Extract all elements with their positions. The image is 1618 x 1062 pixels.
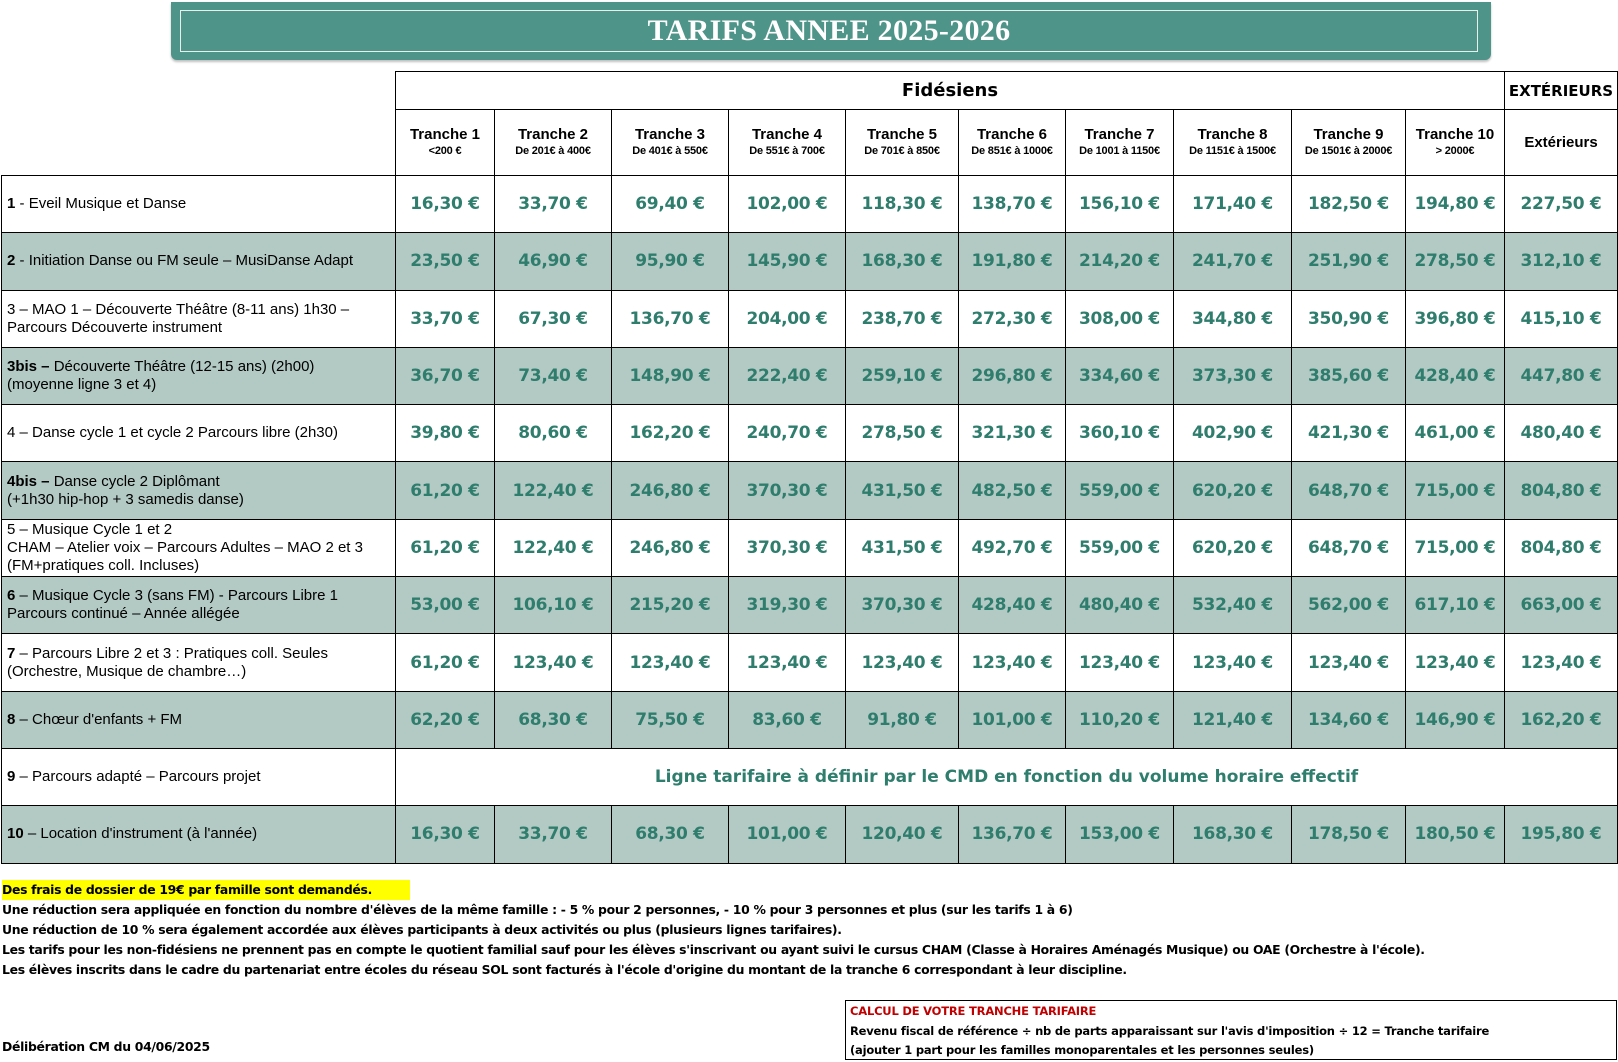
price-cell: 559,00 €	[1066, 519, 1174, 576]
price-cell: 16,30 €	[396, 176, 495, 233]
tranche-range: De 1501€ à 2000€	[1304, 144, 1393, 157]
price-cell: 238,70 €	[846, 290, 959, 347]
price-cell: 69,40 €	[612, 176, 729, 233]
price-cell: 431,50 €	[846, 519, 959, 576]
tranche-range: De 851€ à 1000€	[971, 144, 1053, 157]
row-number: 2	[7, 252, 16, 270]
price-cell: 246,80 €	[612, 519, 729, 576]
page-title: TARIFS ANNEE 2025-2026	[647, 14, 1011, 47]
table-row-9	[2, 748, 1618, 805]
price-cell: 136,70 €	[959, 806, 1066, 863]
price-cell: 134,60 €	[1292, 691, 1406, 748]
price-cell: 373,30 €	[1174, 347, 1292, 404]
price-cell: 251,90 €	[1292, 233, 1406, 290]
price-cell: 648,70 €	[1292, 462, 1406, 519]
price-cell: 227,50 €	[1505, 176, 1618, 233]
table-row	[2, 519, 1618, 576]
row-separator: -	[15, 195, 29, 213]
price-cell: 182,50 €	[1292, 176, 1406, 233]
price-cell: 148,90 €	[612, 347, 729, 404]
price-cell: 620,20 €	[1174, 519, 1292, 576]
row-label	[2, 347, 396, 404]
tranche-name: Tranche 6	[976, 125, 1048, 143]
tranche-name: Tranche 4	[751, 125, 823, 143]
calcul-tranche-box	[845, 1000, 1617, 1060]
price-cell: 350,90 €	[1292, 290, 1406, 347]
row-number: 8	[7, 710, 16, 728]
price-cell: 123,40 €	[612, 634, 729, 691]
row-separator: -	[15, 252, 29, 270]
tranche-range: De 551€ à 700€	[749, 144, 825, 157]
tranche-range: De 701€ à 850€	[864, 144, 940, 157]
price-cell: 53,00 €	[396, 577, 495, 634]
price-cell: 162,20 €	[612, 405, 729, 462]
price-cell: 138,70 €	[959, 176, 1066, 233]
price-cell: 168,30 €	[1174, 806, 1292, 863]
row-label-text: Découverte Théâtre (12-15 ans) (2h00)	[53, 358, 315, 376]
tranche-name: Tranche 7	[1084, 125, 1155, 143]
price-cell: 344,80 €	[1174, 290, 1292, 347]
row-label-text: Initiation Danse ou FM seule – MusiDanse Adapt	[28, 252, 354, 270]
tranche-header	[1066, 110, 1174, 176]
price-cell: 110,20 €	[1066, 691, 1174, 748]
price-cell: 123,40 €	[959, 634, 1066, 691]
price-cell: 62,20 €	[396, 691, 495, 748]
tranche-range: > 2000€	[1435, 144, 1475, 157]
price-cell: 95,90 €	[612, 233, 729, 290]
price-cell: 194,80 €	[1406, 176, 1505, 233]
tranche-header	[846, 110, 959, 176]
price-cell: 620,20 €	[1174, 462, 1292, 519]
price-cell: 123,40 €	[846, 634, 959, 691]
row-label-text: (Orchestre, Musique de chambre…)	[7, 662, 247, 680]
price-cell: 385,60 €	[1292, 347, 1406, 404]
price-cell: 33,70 €	[495, 806, 612, 863]
row-label	[2, 233, 396, 290]
price-cell: 370,30 €	[729, 462, 846, 519]
tranche-header	[1174, 110, 1292, 176]
note-line: Une réduction de 10 % sera également accordée aux élèves participants à deux activités ou plus (plusieurs lignes tarifaires).	[2, 922, 842, 937]
row-label-text: 5 – Musique Cycle 1 et 2	[7, 520, 173, 538]
price-cell: 492,70 €	[959, 519, 1066, 576]
price-cell: 91,80 €	[846, 691, 959, 748]
price-cell: 360,10 €	[1066, 405, 1174, 462]
price-cell: 482,50 €	[959, 462, 1066, 519]
row-label-text: 3 – MAO 1 – Découverte Théâtre (8-11 ans) 1h30 –	[7, 300, 350, 318]
price-cell: 61,20 €	[396, 462, 495, 519]
table-row	[2, 634, 1618, 691]
row-label-text: (moyenne ligne 3 et 4)	[7, 376, 157, 394]
row-label-text: 4 – Danse cycle 1 et cycle 2 Parcours libre (2h30)	[7, 424, 338, 442]
exterieurs-header	[1505, 110, 1618, 176]
price-cell: 168,30 €	[846, 233, 959, 290]
tranche-range: De 401€ à 550€	[632, 144, 708, 157]
price-cell: 123,40 €	[1406, 634, 1505, 691]
price-cell: 33,70 €	[396, 290, 495, 347]
row-separator: –	[15, 768, 33, 786]
price-cell: 204,00 €	[729, 290, 846, 347]
price-cell: 370,30 €	[846, 577, 959, 634]
price-cell: 178,50 €	[1292, 806, 1406, 863]
price-cell: 559,00 €	[1066, 462, 1174, 519]
header-exterieurs-group: EXTÉRIEURS	[1505, 72, 1618, 110]
price-cell: 171,40 €	[1174, 176, 1292, 233]
price-cell: 33,70 €	[495, 176, 612, 233]
tranche-name: Tranche 1	[409, 125, 481, 143]
price-cell: 145,90 €	[729, 233, 846, 290]
price-cell: 101,00 €	[959, 691, 1066, 748]
row-label	[2, 806, 396, 863]
price-cell: 215,20 €	[612, 577, 729, 634]
price-cell: 648,70 €	[1292, 519, 1406, 576]
price-cell: 180,50 €	[1406, 806, 1505, 863]
price-cell: 804,80 €	[1505, 519, 1618, 576]
price-cell: 83,60 €	[729, 691, 846, 748]
header-blank-cell	[2, 72, 396, 176]
tranche-name: Tranche 10	[1415, 125, 1495, 143]
tranche-name: Tranche 9	[1313, 125, 1384, 143]
row-number: 6	[7, 587, 16, 605]
tranche-header	[959, 110, 1066, 176]
row-number: 3bis –	[7, 358, 50, 376]
table-row	[2, 233, 1618, 290]
price-cell: 46,90 €	[495, 233, 612, 290]
price-cell: 73,40 €	[495, 347, 612, 404]
price-cell: 272,30 €	[959, 290, 1066, 347]
row-label	[2, 290, 396, 347]
price-cell: 101,00 €	[729, 806, 846, 863]
table-row	[2, 462, 1618, 519]
price-cell: 123,40 €	[1292, 634, 1406, 691]
row-label	[2, 176, 396, 233]
price-cell: 431,50 €	[846, 462, 959, 519]
row-label-text: Chœur d'enfants + FM	[32, 710, 183, 728]
tranche-header	[396, 110, 495, 176]
price-cell: 321,30 €	[959, 405, 1066, 462]
tranche-header	[612, 110, 729, 176]
tarif-table	[1, 71, 1618, 864]
tranche-name: Tranche 8	[1197, 125, 1268, 143]
price-cell: 146,90 €	[1406, 691, 1505, 748]
price-cell: 370,30 €	[729, 519, 846, 576]
row-label	[2, 577, 396, 634]
tranche-range: <200 €	[428, 144, 462, 157]
price-cell: 123,40 €	[1174, 634, 1292, 691]
row-separator: –	[23, 825, 41, 843]
price-cell: 80,60 €	[495, 405, 612, 462]
row-label-text: Parcours continué – Année allégée	[7, 605, 240, 623]
note-line: Les élèves inscrits dans le cadre du partenariat entre écoles du réseau SOL sont facturés à l'école d'origine du montant de la tranche 6 correspondant à leur discipline.	[2, 962, 1127, 977]
row-separator: –	[15, 644, 33, 662]
price-cell: 118,30 €	[846, 176, 959, 233]
price-cell: 123,40 €	[729, 634, 846, 691]
price-cell: 259,10 €	[846, 347, 959, 404]
row-label	[2, 634, 396, 691]
price-cell: 162,20 €	[1505, 691, 1618, 748]
row-separator: –	[15, 710, 33, 728]
price-cell: 715,00 €	[1406, 462, 1505, 519]
tranche-header	[495, 110, 612, 176]
row-separator: –	[15, 587, 33, 605]
price-cell: 39,80 €	[396, 405, 495, 462]
tranche-name: Tranche 5	[866, 125, 938, 143]
tranche-header	[1406, 110, 1505, 176]
row-label-text: Location d'instrument (à l'année)	[40, 825, 258, 843]
price-cell: 308,00 €	[1066, 290, 1174, 347]
price-cell: 240,70 €	[729, 405, 846, 462]
price-cell: 421,30 €	[1292, 405, 1406, 462]
price-cell: 278,50 €	[1406, 233, 1505, 290]
price-cell: 68,30 €	[495, 691, 612, 748]
row-label-text: Danse cycle 2 Diplômant	[53, 472, 220, 490]
price-cell: 214,20 €	[1066, 233, 1174, 290]
price-cell: 461,00 €	[1406, 405, 1505, 462]
price-cell: 334,60 €	[1066, 347, 1174, 404]
price-cell: 123,40 €	[1505, 634, 1618, 691]
price-cell: 68,30 €	[612, 806, 729, 863]
price-cell: 23,50 €	[396, 233, 495, 290]
row-number: 7	[7, 644, 16, 662]
price-cell: 447,80 €	[1505, 347, 1618, 404]
price-cell: 804,80 €	[1505, 462, 1618, 519]
exterieurs-label: Extérieurs	[1524, 133, 1598, 151]
table-row-10	[2, 806, 1618, 863]
price-cell: 61,20 €	[396, 519, 495, 576]
row-number: 10	[7, 825, 24, 843]
price-cell: 617,10 €	[1406, 577, 1505, 634]
price-cell: 246,80 €	[612, 462, 729, 519]
deliberation-date: Délibération CM du 04/06/2025	[2, 1039, 210, 1054]
tranche-range: De 1001 à 1150€	[1079, 144, 1160, 157]
price-cell: 123,40 €	[495, 634, 612, 691]
note-line: Les tarifs pour les non-fidésiens ne prennent pas en compte le quotient familial sauf pour les élèves s'inscrivant ou ayant suivi le cursus CHAM (Classe à Horaires Aménagés Musique) ou OAE (Orchestre à l'école).	[2, 942, 1425, 957]
price-cell: 122,40 €	[495, 519, 612, 576]
table-row	[2, 176, 1618, 233]
row-label-text: (FM+pratiques coll. Incluses)	[7, 556, 200, 574]
row-number: 9	[7, 768, 16, 786]
price-cell: 122,40 €	[495, 462, 612, 519]
row-label	[2, 691, 396, 748]
row-label-text: Parcours Découverte instrument	[7, 318, 223, 336]
table-row	[2, 691, 1618, 748]
price-cell: 120,40 €	[846, 806, 959, 863]
notes-section	[2, 880, 1502, 980]
table-row	[2, 290, 1618, 347]
price-cell: 715,00 €	[1406, 519, 1505, 576]
frais-dossier-note: Des frais de dossier de 19€ par famille sont demandés.	[2, 880, 410, 900]
price-cell: 61,20 €	[396, 634, 495, 691]
price-cell: 415,10 €	[1505, 290, 1618, 347]
price-cell: 156,10 €	[1066, 176, 1174, 233]
price-cell: 663,00 €	[1505, 577, 1618, 634]
price-cell: 191,80 €	[959, 233, 1066, 290]
row-label-text: Parcours adapté – Parcours projet	[32, 768, 261, 786]
price-cell: 428,40 €	[959, 577, 1066, 634]
price-cell: 16,30 €	[396, 806, 495, 863]
row-label	[2, 519, 396, 576]
price-cell: 278,50 €	[846, 405, 959, 462]
price-cell: 195,80 €	[1505, 806, 1618, 863]
tranche-range: De 1151€ à 1500€	[1189, 144, 1276, 157]
row-label-text: Eveil Musique et Danse	[28, 195, 187, 213]
row-label-text: CHAM – Atelier voix – Parcours Adultes – MAO 2 et 3	[7, 538, 363, 556]
header-group-row	[2, 72, 1618, 110]
tranche-name: Tranche 3	[634, 125, 706, 143]
price-cell: 36,70 €	[396, 347, 495, 404]
table-row	[2, 347, 1618, 404]
tranche-header	[729, 110, 846, 176]
price-cell: 153,00 €	[1066, 806, 1174, 863]
price-cell: 562,00 €	[1292, 577, 1406, 634]
row-label-text: Parcours Libre 2 et 3 : Pratiques coll. Seules	[32, 644, 329, 662]
row-number: 1	[7, 195, 16, 213]
calcul-title: CALCUL DE VOTRE TRANCHE TARIFAIRE	[850, 1004, 1097, 1018]
price-cell: 222,40 €	[729, 347, 846, 404]
price-cell: 312,10 €	[1505, 233, 1618, 290]
title-frame	[180, 10, 1478, 52]
calcul-formula: Revenu fiscal de référence ÷ nb de parts apparaissant sur l'avis d'imposition ÷ 12 = Tranche tarifaire	[850, 1023, 1490, 1038]
price-cell: 102,00 €	[729, 176, 846, 233]
price-cell: 123,40 €	[1066, 634, 1174, 691]
price-cell: 121,40 €	[1174, 691, 1292, 748]
row-label	[2, 405, 396, 462]
row-label-text: Musique Cycle 3 (sans FM) - Parcours Libre 1	[32, 587, 338, 605]
price-cell: 480,40 €	[1066, 577, 1174, 634]
header-fidesiens: Fidésiens	[396, 72, 1505, 110]
row9-tarif-note: Ligne tarifaire à définir par le CMD en fonction du volume horaire effectif	[396, 748, 1618, 805]
price-cell: 480,40 €	[1505, 405, 1618, 462]
row-label	[2, 462, 396, 519]
row-label-text: (+1h30 hip-hop + 3 samedis danse)	[7, 490, 244, 508]
price-cell: 396,80 €	[1406, 290, 1505, 347]
tranche-range: De 201€ à 400€	[515, 144, 591, 157]
table-row	[2, 405, 1618, 462]
price-cell: 136,70 €	[612, 290, 729, 347]
note-line: Une réduction sera appliquée en fonction du nombre d'élèves de la même famille : - 5 % pour 2 personnes, - 10 % pour 3 personnes et plus (sur les tarifs 1 à 6)	[2, 902, 1073, 917]
title-banner	[171, 2, 1491, 60]
calcul-note: (ajouter 1 part pour les familles monoparentales et les personnes seules)	[850, 1043, 1314, 1057]
row-number: 4bis –	[7, 472, 50, 490]
price-cell: 428,40 €	[1406, 347, 1505, 404]
price-cell: 75,50 €	[612, 691, 729, 748]
tranche-header	[1292, 110, 1406, 176]
price-cell: 241,70 €	[1174, 233, 1292, 290]
price-cell: 296,80 €	[959, 347, 1066, 404]
price-cell: 67,30 €	[495, 290, 612, 347]
price-cell: 106,10 €	[495, 577, 612, 634]
row-label	[2, 748, 396, 805]
tranche-name: Tranche 2	[517, 125, 589, 143]
price-cell: 532,40 €	[1174, 577, 1292, 634]
table-row	[2, 577, 1618, 634]
price-cell: 402,90 €	[1174, 405, 1292, 462]
price-cell: 319,30 €	[729, 577, 846, 634]
